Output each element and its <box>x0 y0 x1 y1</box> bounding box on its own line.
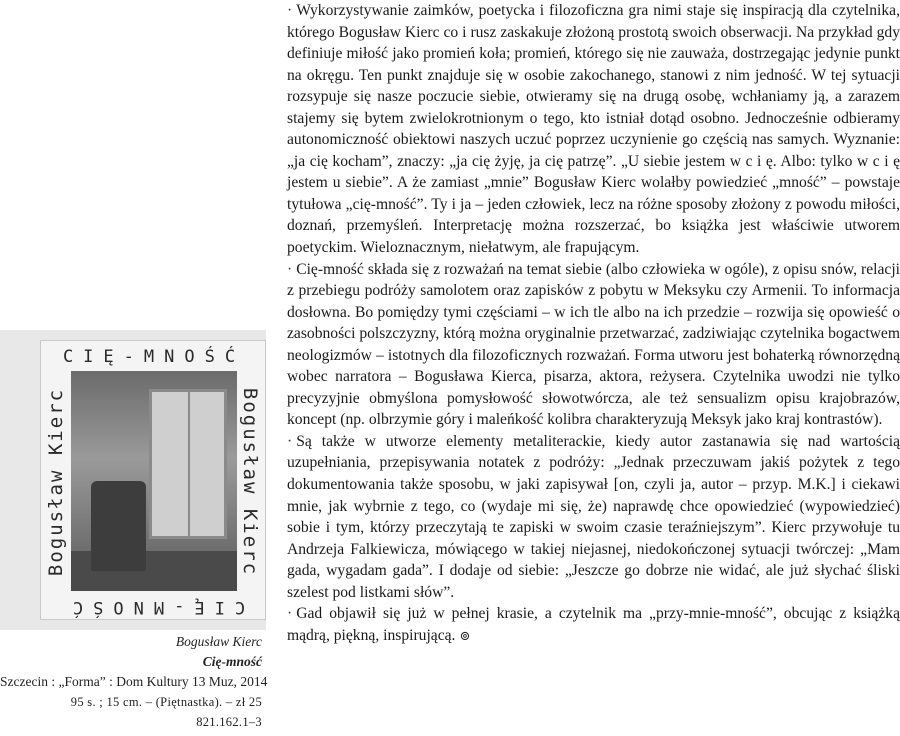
cover-background <box>0 330 266 630</box>
article-paragraph-4 <box>287 603 900 646</box>
paragraph-text: Cię-mność składa się z rozważań na temat siebie (albo człowieka w ogóle), z opisu snów, relacji z przebiegu podróży samolotem oraz zapisków z pobytu w Meksyku czy Armenii. To informacja dosłowna. Bo pomiędzy tymi częściami – w ich tle albo na ich przedzie – rozwija się opowieść o zasobności polszczyzny, którą można oryginalnie przetwarzać, zadziwiając czytelnika bogactwem neologizmów – istotnych dla filozoficznych rozważań. Forma utworu jest bohaterką równorzędną wobec narratora – Bogusława Kierca, pisarza, aktora, reżysera. Czytelnika uwodzi nie tylko precyzyjnie obmyślona pomysłowość słowotwórcza, ale też sensualizm opisu krajobrazów, koncept (np. olbrzymie góry i maleńkość kolibra charakteryzują Meksyk jako kraj kontrastów). <box>287 260 900 429</box>
cover-photo-chair <box>91 481 146 571</box>
cover-author-right: Bogusław Kierc <box>239 387 261 577</box>
paragraph-text: Gad objawił się już w pełnej krasie, a czytelnik ma „przy-mnie-mność”, obcując z książką mądrą, piękną, inspirującą. <box>287 605 900 644</box>
cover-title-top: CIĘ-MNOŚĆ <box>62 347 246 367</box>
article-paragraph-2 <box>287 259 900 431</box>
book-cover <box>40 340 266 620</box>
book-physical-description: 95 s. ; 15 cm. – (Piętnastka). – zł 25 <box>70 695 262 709</box>
cover-author-left: Bogusław Kierc <box>45 387 67 577</box>
book-author: Bogusław Kierc <box>175 634 262 649</box>
bullet-icon: · <box>287 2 293 19</box>
book-classification: 821.162.1–3 <box>196 715 262 729</box>
article-paragraph-1 <box>287 0 900 259</box>
bullet-icon: · <box>287 605 293 623</box>
paragraph-text: Są także w utworze elementy metaliterackie, kiedy autor zastanawia się nad wartością uzupełniania, przepisywania notatek z podróży: „Jednak przeczuwam jakiś pożytek z tego dokumentowania także sposobu, w jaki zapisywał [on, czyli ja, autor – przyp. M.K.] i ciekawi mnie, jak wybrnie z tego, co (wydaje mi się, że) naprawdę chce opowiedzieć (wypowiedzieć) sobie i tym, którzy przeczytają te zapiski w swoim czasie teraźniejszym”. Kierc przywołuje tu Andrzeja Falkiewicza, mówiącego w takiej niejasnej, niedokończonej sytuacji twórczej: „Mam gada, wygadam gada”. I dodaje od siebie: „Jeszcze go dobrze nie widać, ale już słychać śliski szelest pod listkami słów”. <box>287 432 900 601</box>
bullet-icon: · <box>287 432 293 450</box>
paragraph-text: Wykorzystywanie zaimków, poetycka i filozoficzna gra nimi staje się inspiracją dla czytelnika, którego Bogusław Kierc co i rusz zaskakuje złożoną prostotą swoich obserwacji. Na przykład gdy definiuje miłość jako promień koła; promień, którego się nie zauważa, dostrzegając jedynie punkt na okręgu. Ten punkt znajduje się w osobie zakochanego, stanowi z nim jedność. W tej sytuacji rozsypuje się nasze poczucie siebie, otwieramy się na drugą osobę, wchłaniamy ją, a zarazem stajemy się bytem zwielokrotnionym o tego, kto istniał dotąd osobno. Jednocześnie odbieramy autonomiczność obiektowi naszych uczuć poprzez uczynienie go częścią nas samych. Wyznanie: „ja cię kocham”, znaczy: „ja cię żyję, ja cię patrzę”. „U siebie jestem w c i ę. Albo: tylko w c i ę jestem u siebie”. A że zamiast „mnie” Bogusław Kierc wolałby powiedzieć „mność” – powstaje tytułowa „cię-mność”. Ty i ja – jeden człowiek, lecz na różne sposoby złożony z powodu miłości, doznań, przemyśleń. Interpretację można rozszerzać, bo książka jest właściwie utworem poetyckim. Wieloznacznym, niełatwym, ale frapującym. <box>287 2 900 257</box>
book-publisher: Szczecin : „Forma” : Dom Kultury 13 Muz, 2014 <box>0 674 268 689</box>
cover-title-bottom: CIĘ-MNOŚĆ <box>62 597 246 617</box>
review-article <box>287 0 900 646</box>
book-title: Cię-mność <box>202 654 262 669</box>
article-paragraph-3 <box>287 431 900 603</box>
cover-photo <box>71 371 237 591</box>
bibliographic-note <box>0 632 268 732</box>
cover-photo-door <box>149 389 227 539</box>
end-mark-icon: ⊚ <box>459 627 471 643</box>
bullet-icon: · <box>287 260 293 278</box>
